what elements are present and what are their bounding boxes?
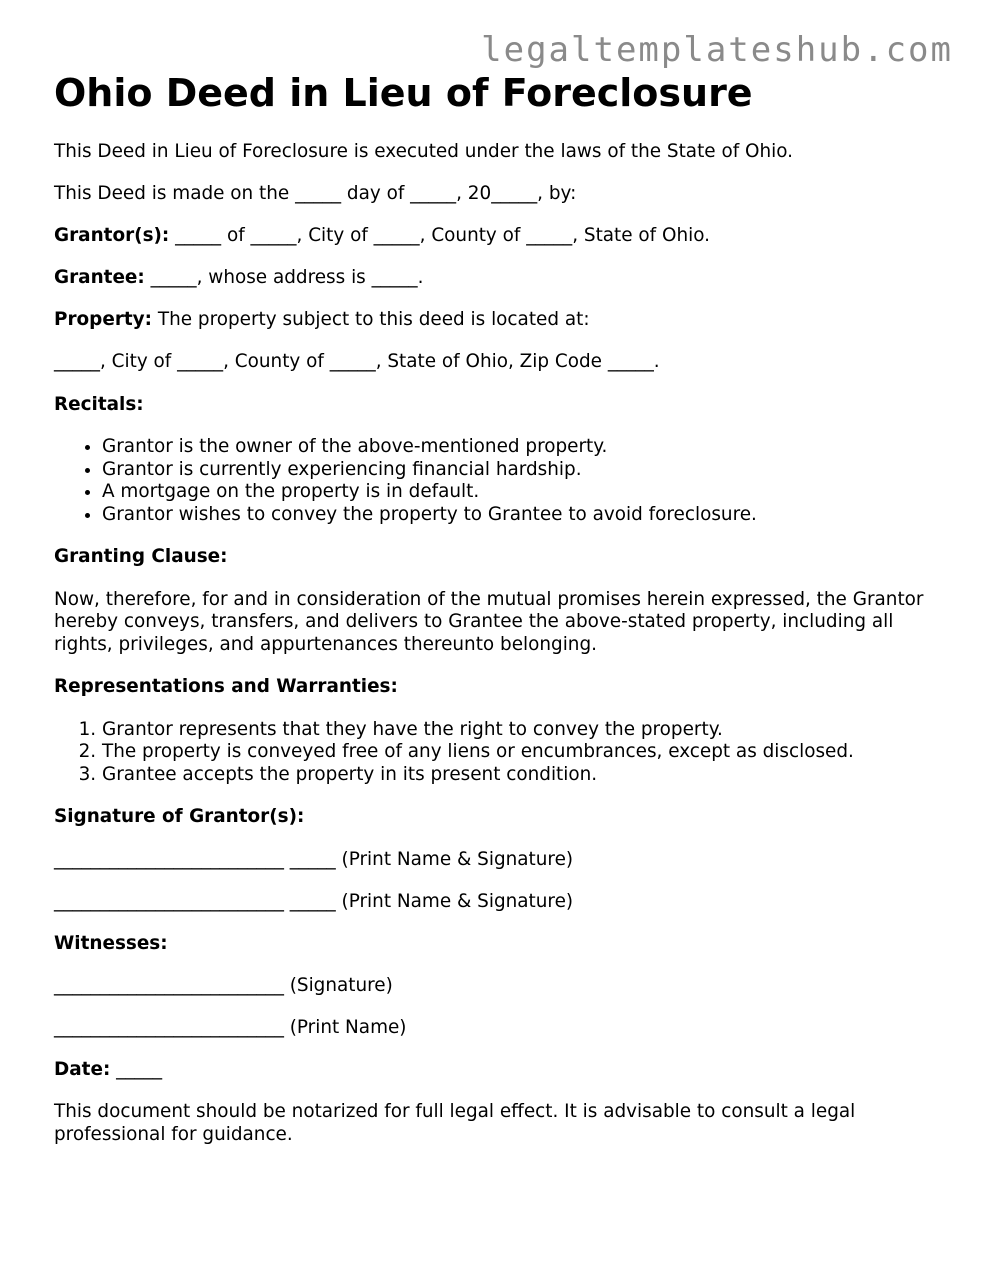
document-title: Ohio Deed in Lieu of Foreclosure bbox=[54, 71, 753, 115]
recitals-heading bbox=[54, 394, 934, 417]
signature-heading-text: Signature of Grantor(s): bbox=[54, 806, 305, 828]
signature-line-2: _________________________ _____ (Print Name & Signature) bbox=[54, 890, 574, 912]
signature-line-1: _________________________ _____ (Print Name & Signature) bbox=[54, 848, 574, 870]
date-label: Date: bbox=[54, 1059, 111, 1081]
signature-heading bbox=[54, 806, 934, 829]
watermark: legaltemplateshub.com bbox=[481, 30, 953, 70]
granting-clause-text: Now, therefore, for and in consideration of the mutual promises herein expressed, the Grantor hereby conveys, transfers, and delivers to Grantee the above-stated property, including all rights, privileges, and appurtenances thereunto belonging. bbox=[54, 588, 924, 656]
list-item: • Grantor is the owner of the above-mentioned property. bbox=[102, 436, 934, 459]
list-item: 3. Grantee accepts the property in its present condition. bbox=[102, 764, 934, 787]
date-blank: _____ bbox=[110, 1059, 163, 1081]
recitals-list bbox=[54, 436, 934, 528]
grantee-line bbox=[54, 267, 934, 290]
witnesses-heading-text: Witnesses: bbox=[54, 932, 168, 954]
list-item: 2. The property is conveyed free of any liens or encumbrances, except as disclosed. bbox=[102, 741, 934, 764]
grantor-text: _____ of _____, City of _____, County of _____, State of Ohio. bbox=[169, 225, 711, 247]
list-item: 1. Grantor represents that they have the right to convey the property. bbox=[102, 719, 934, 742]
warranties-heading-text: Representations and Warranties: bbox=[54, 676, 398, 698]
list-item: • A mortgage on the property is in default. bbox=[102, 481, 934, 504]
property-label: Property: bbox=[54, 309, 153, 331]
intro-paragraph: This Deed in Lieu of Foreclosure is executed under the laws of the State of Ohio. bbox=[54, 141, 794, 162]
document-body bbox=[54, 70, 934, 1147]
warranties-list bbox=[54, 719, 934, 788]
recitals-heading-text: Recitals: bbox=[54, 393, 144, 415]
granting-clause-heading-text: Granting Clause: bbox=[54, 546, 228, 568]
property-line bbox=[54, 309, 934, 332]
property-text: The property subject to this deed is located at: bbox=[152, 309, 590, 331]
notice-paragraph: This document should be notarized for full legal effect. It is advisable to consult a legal professional for guidance. bbox=[54, 1101, 856, 1146]
grantee-text: _____, whose address is _____. bbox=[144, 267, 424, 289]
date-line bbox=[54, 1059, 934, 1082]
grantee-label: Grantee: bbox=[54, 267, 145, 289]
list-item: • Grantor wishes to convey the property to Grantee to avoid foreclosure. bbox=[102, 504, 934, 527]
list-item: • Grantor is currently experiencing financial hardship. bbox=[102, 459, 934, 482]
property-address-line: _____, City of _____, County of _____, State of Ohio, Zip Code _____. bbox=[54, 351, 660, 373]
witnesses-heading bbox=[54, 933, 934, 956]
grantor-line bbox=[54, 225, 934, 248]
granting-clause-heading bbox=[54, 546, 934, 569]
witness-print-name-line: _________________________ (Print Name) bbox=[54, 1016, 407, 1038]
grantor-label: Grantor(s): bbox=[54, 225, 170, 247]
witness-signature-line: _________________________ (Signature) bbox=[54, 974, 393, 996]
made-on-line: This Deed is made on the _____ day of _____, 20_____, by: bbox=[54, 183, 577, 205]
warranties-heading bbox=[54, 676, 934, 699]
